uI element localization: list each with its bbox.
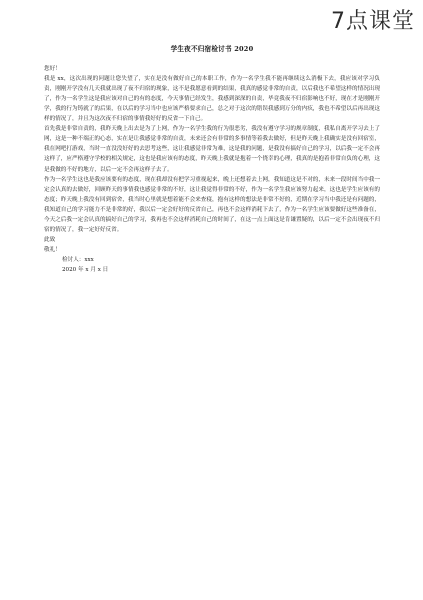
document-title: 学生夜不归宿检讨书 2020: [170, 45, 254, 53]
date: 2020 年 x 月 x 日: [62, 266, 109, 273]
closing-regards: 此致: [44, 236, 56, 243]
paragraph-3: 作为一名学生这也是我应该要有的态度，现在我却没有把学习重视起来，晚上还想着去上网，我知道这是不对的，未来一段时间当中我一定会认真的去做好，回顾昨天的事情我也感觉非常的不好，这让我觉得非常的不好，作为一名学生我应该努力起来，这也是学生应该有的态度；昨天晚上我没有回到宿舍，我当时心里就是想着能不会来查寝，抱有这样的想法是非常不好的，近期在学习当中我还是有问题的，我知道自己的学习能力不是非常的好，我以后一定会好好的反省自己，再也不会这样消耗下去了，作为一名学生应该要做好这些准备在，今天之后我一定会认真的搞好自己的学习，我再也不会这样消耗自己的时间了，在这一点上面这是肯谦置疑的，以后一定不会出现夜不归宿的情况了，我一定好好反省。: [44, 176, 380, 233]
signer: 检讨人：xxx: [62, 256, 94, 263]
paragraph-1: 我是 xx，这次出现的问题让您失望了，实在是没有做好自己的本职工作，作为一名学生我不能再继续这么消极下去，我应该对学习负责，刚刚开学没有几天我就出现了夜不归宿的现象，这不是我愿意看到的结果，我真的感觉非常的自责，以后我也不希望这样的情况出现了，作为一名学生这是我应该对自己的有的态度，今天事情已经发生，我感到深深的自责，毕竟我夜不归宿影响也不好，现在才是刚刚开学，我的行为铸就了的后果，在以后的学习当中也应该严格要求自己，总之对于这次的错误我感到万分的内疚，我也不希望以后再出现这样的情况了，并且为这次夜不归宿的事情我好好的反省一下自己。: [44, 76, 380, 123]
watermark-logo: 7点课堂: [331, 9, 415, 34]
document-page: [44, 44, 380, 275]
paragraph-2: 首先我是非常自责的，我昨天晚上出去是为了上网，作为一名学生我的行为很恶劣，我没有遵守学习的规章制度，我私自离开学习去上了网，这是一种不端正的心态，实在是让我感觉非常的自责，未来还会有非常的多事情等着我去做好，但是昨天晚上我确实是没有回宿室，我在网吧打游戏，当时一直没没好好的去思考这些，这让我感觉非常为难，这是我的问题，是我没有搞好自己的学习，以后我一定不会再这样了，应严格遵守学校的相关规定，这也是我应该有的态度，昨天晚上我就是抱着一个侥幸的心理，我真的是抱着非常自负的心理，这是我做的不好的地方，以后一定不会再这样子去了。: [44, 126, 380, 173]
closing-salute: 敬礼！: [44, 246, 61, 253]
salutation: 您好！: [44, 66, 61, 73]
